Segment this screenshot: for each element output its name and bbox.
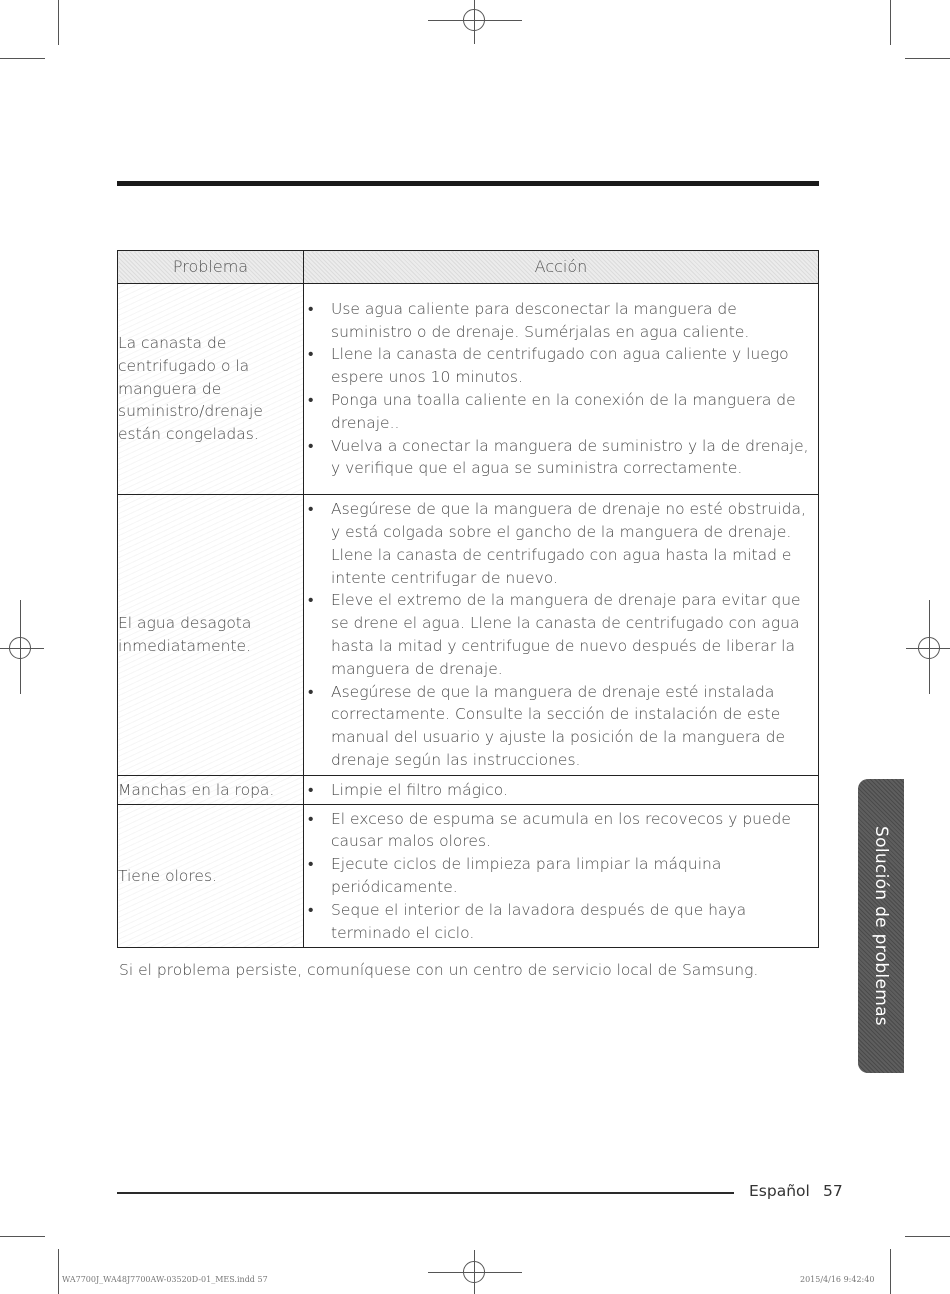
table-row — [118, 495, 819, 776]
footer-language: Español — [749, 1182, 810, 1200]
contact-note: Si el problema persiste, comuníquese con un centro de servicio local de Samsung. — [119, 961, 759, 979]
action-item: • Vuelva a conectar la manguera de suministro y la de drenaje, y verifique que el agua se suministra correctamente. — [304, 435, 818, 481]
action-list — [304, 779, 818, 802]
crop-mark — [58, 1249, 59, 1294]
action-item: • Asegúrese de que la manguera de drenaje no esté obstruida, y está colgada sobre el gancho de la manguera de drenaje. Llene la canasta de centrifugado con agua hasta la mitad e intente centrifugar de nuevo. — [304, 498, 818, 589]
table-row — [118, 805, 819, 948]
action-cell — [304, 776, 819, 805]
action-item: • Eleve el extremo de la manguera de drenaje para evitar que se drene el agua. Llene la canasta de centrifugado con agua hasta la mitad y centrifugue de nuevo después de liberar la manguera de drenaje. — [304, 589, 818, 680]
crop-mark — [905, 1236, 950, 1237]
print-file-info: WA7700J_WA48J7700AW-03520D-01_MES.indd 57 — [62, 1275, 268, 1284]
crop-mark — [890, 0, 891, 45]
print-timestamp: 2015/4/16 9:42:40 — [800, 1275, 875, 1284]
crop-mark — [58, 0, 59, 45]
registration-circle — [463, 9, 485, 31]
section-tab-label: Solución de problemas — [871, 826, 891, 1026]
action-item: • Ejecute ciclos de limpieza para limpiar la máquina periódicamente. — [304, 853, 818, 899]
header-rule — [117, 181, 819, 186]
action-item: • Asegúrese de que la manguera de drenaje esté instalada correctamente. Consulte la sección de instalación de este manual del usuario y ajuste la posición de la manguera de drenaje según las instrucciones. — [304, 681, 818, 772]
registration-circle — [918, 637, 940, 659]
crop-mark — [905, 58, 950, 59]
action-list — [304, 498, 818, 772]
action-item: • Limpie el filtro mágico. — [304, 779, 818, 802]
problem-cell: Tiene olores. — [118, 805, 304, 948]
header-action: Acción — [304, 251, 819, 284]
problem-cell: Manchas en la ropa. — [118, 776, 304, 805]
action-list — [304, 298, 818, 480]
registration-circle — [9, 637, 31, 659]
page-number: 57 — [823, 1182, 843, 1200]
action-item: • Seque el interior de la lavadora después de que haya terminado el ciclo. — [304, 899, 818, 945]
header-problem: Problema — [118, 251, 304, 284]
crop-mark — [890, 1249, 891, 1294]
action-list — [304, 808, 818, 945]
action-item: • Ponga una toalla caliente en la conexión de la manguera de drenaje.. — [304, 389, 818, 435]
action-item: • Llene la canasta de centrifugado con agua caliente y luego espere unos 10 minutos. — [304, 343, 818, 389]
table-row — [118, 284, 819, 495]
problem-cell: El agua desagota inmediatamente. — [118, 495, 304, 776]
section-tab — [858, 779, 904, 1073]
table-row — [118, 776, 819, 805]
problem-cell: La canasta de centrifugado o la manguera de suministro/drenaje están congeladas. — [118, 284, 304, 495]
table-header-row — [118, 251, 819, 284]
action-cell — [304, 495, 819, 776]
crop-mark — [0, 58, 45, 59]
registration-circle — [463, 1261, 485, 1283]
action-cell — [304, 284, 819, 495]
action-item: • El exceso de espuma se acumula en los recovecos y puede causar malos olores. — [304, 808, 818, 854]
crop-mark — [0, 1236, 45, 1237]
action-cell — [304, 805, 819, 948]
troubleshooting-table — [117, 250, 819, 948]
footer-rule — [117, 1192, 734, 1194]
action-item: • Use agua caliente para desconectar la manguera de suministro o de drenaje. Sumérjalas en agua caliente. — [304, 298, 818, 344]
